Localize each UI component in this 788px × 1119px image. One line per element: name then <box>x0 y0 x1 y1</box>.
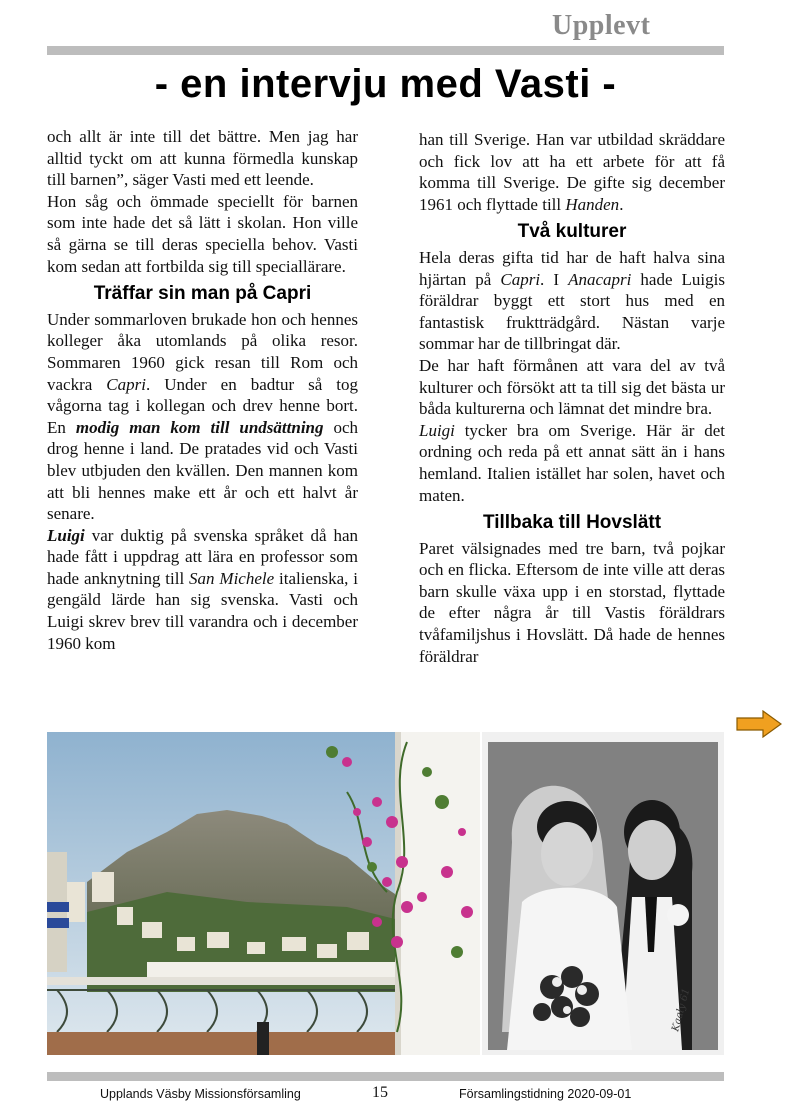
paragraph: han till Sverige. Han var utbildad skräddare och fick lov att ha ett arbete för att få komma till Sverige. De gifte sig december 1961 och flyttade till Handen. <box>419 130 725 214</box>
arrow-right-icon[interactable] <box>736 710 782 738</box>
wedding-portrait-illustration <box>482 732 724 1055</box>
page-number: 15 <box>372 1084 388 1101</box>
footer-publication: Församlingstidning 2020-09-01 <box>459 1087 632 1101</box>
section-tag: Upplevt <box>552 10 651 41</box>
paragraph: Hela deras gifta tid har de haft halva sina hjärtan på Capri. I Anacapri hade Luigis föräldrar byggt ett stort hus med en fantastisk fruktträdgård. Nästan varje sommar har de tillbringat där. <box>419 247 725 354</box>
wedding-photo <box>482 732 724 1055</box>
paragraph: Luigi var duktig på svenska språket då han hade fått i uppdrag att lära en professor som hade anknytning till San Michele italienska, i gengäld lärde han sig svenska. Vasti och Luigi skrev brev till varandra och i december 1960 kom <box>47 525 358 653</box>
capri-landscape-illustration <box>47 732 480 1055</box>
bottom-divider <box>47 1072 724 1081</box>
subheading-tillbaka: Tillbaka till Hovslätt <box>482 512 662 534</box>
paragraph: Hon såg och ömmade speciellt för barnen som inte hade det så lätt i skolan. Hon ville så gärna se till deras speciella behov. Vasti kom sedan att fortbilda sig till speciallärare. <box>47 191 358 276</box>
paragraph: Under sommarloven brukade hon och hennes kolleger åka utomlands på olika resor. Sommaren 1960 gick resan till Rom och vackra Capri. Under en badtur så tog vågorna tag i kollegan och drev henne bort. En modig man kom till undsättning och drog henne i land. De pratades vid och Vasti blev utbjuden den kvällen. Den mannen kom att bli hennes make ett år och ett halvt år senare. <box>47 309 358 524</box>
paragraph: Luigi tycker bra om Sverige. Här är det ordning och reda på ett annat sätt än i hans hemland. Italien istället har solen, havet och maten. <box>419 420 725 505</box>
paragraph: Paret välsignades med tre barn, två pojkar och en flicka. Eftersom de inte ville att deras barn skulle växa upp i en storstad, flyttade de efter några år till Vastis föräldrars tvåfamiljshus i Hovslätt. Då hade de hennes föräldrar <box>419 538 725 666</box>
capri-photo <box>47 732 480 1055</box>
left-column <box>47 126 358 654</box>
paragraph: och allt är inte till det bättre. Men jag har alltid tyckt om att kunna förmedla kunskap till barnen”, säger Vasti med ett leende. <box>47 127 358 190</box>
top-divider <box>47 46 724 55</box>
subheading-tva-kulturer: Två kulturer <box>517 221 627 243</box>
subheading-traffar: Träffar sin man på Capri <box>93 283 312 305</box>
paragraph: De har haft förmånen att vara del av två kulturer och försökt att ta till sig det bästa ur båda kulturerna och lämnat det mindre bra. <box>419 355 725 419</box>
footer-organization: Upplands Väsby Missionsförsamling <box>100 1087 301 1101</box>
photographer-signature: Kaaly 61 <box>670 987 693 1033</box>
right-column <box>419 129 725 667</box>
article-headline: - en intervju med Vasti - <box>154 62 617 106</box>
